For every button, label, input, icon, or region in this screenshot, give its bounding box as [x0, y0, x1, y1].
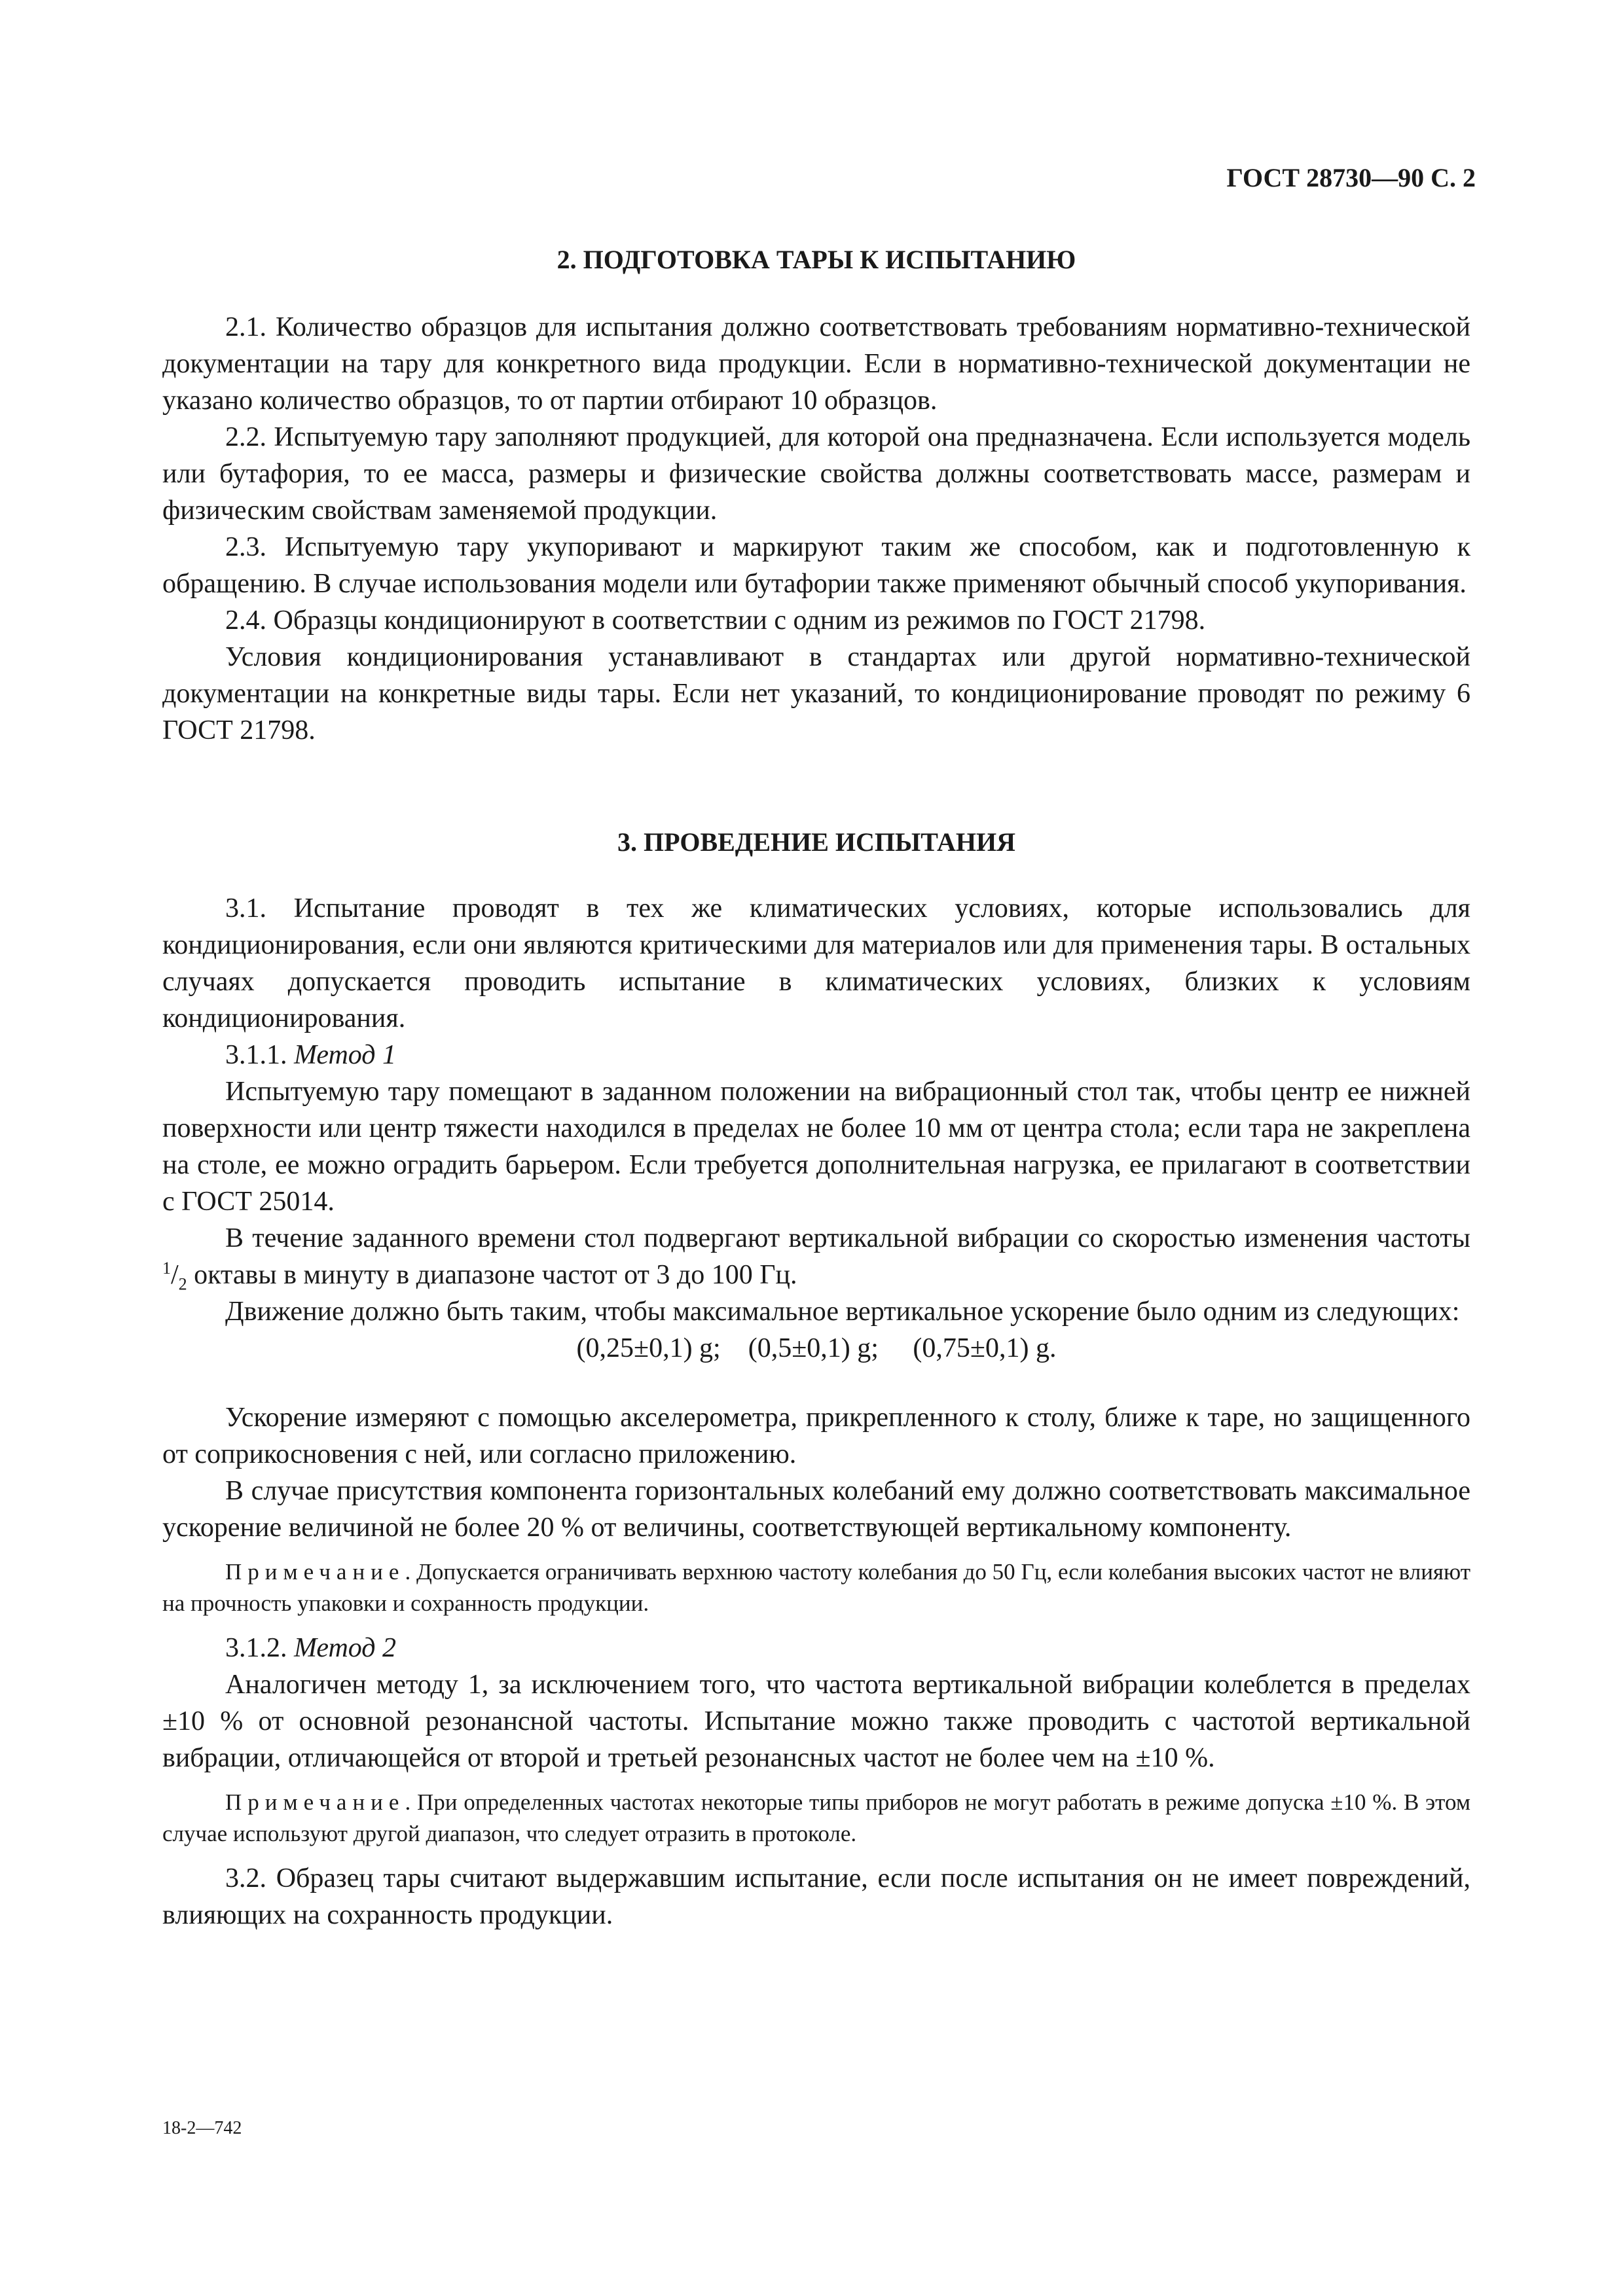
paragraph-2-3: 2.3. Испытуемую тару укупоривают и маркируют таким же способом, как и подготовленную к обращению. В случае использования модели или бутафории также применяют обычный способ укупоривания.	[162, 532, 1470, 599]
paragraph-2-2: 2.2. Испытуемую тару заполняют продукцией, для которой она предназначена. Если используется модель или бутафория, то ее масса, размеры и физические свойства должны соответствовать массе, размерам и физическим свойствам заменяемой продукции.	[162, 422, 1470, 526]
method-2-number: 3.1.2.	[225, 1633, 294, 1663]
section-3-body	[162, 890, 1470, 1933]
paragraph-3-2: 3.2. Образец тары считают выдержавшим испытание, если после испытания он не имеет повреждений, влияющих на сохранность продукции.	[162, 1863, 1470, 1930]
method-1-paragraph-placement: Испытуемую тару помещают в заданном положении на вибрационный стол так, чтобы центр ее нижней поверхности или центр тяжести находился в пределах не более 10 мм от центра стола; если тара не закреплена на столе, ее можно оградить барьером. Если требуется дополнительная нагрузка, ее прилагают в соответствии с ГОСТ 25014.	[162, 1077, 1470, 1217]
note-2	[162, 1787, 1470, 1850]
paragraph-2-4-conditions: Условия кондиционирования устанавливают в стандартах или другой нормативно-технической документации на конкретные виды тары. Если нет указаний, то кондиционирование проводят по режиму 6 ГОСТ 21798.	[162, 642, 1470, 745]
method-1-paragraph-horizontal: В случае присутствия компонента горизонтальных колебаний ему должно соответствовать максимальное ускорение величиной не более 20 % от величины, соответствующей вертикальному компоненту.	[162, 1476, 1470, 1543]
fraction-slash: /	[171, 1260, 179, 1290]
note-2-label: Примечание	[225, 1789, 405, 1815]
fraction-denominator: 2	[178, 1274, 187, 1294]
paragraph-2-4: 2.4. Образцы кондиционируют в соответствии с одним из режимов по ГОСТ 21798.	[225, 605, 1206, 636]
section-2-title: 2. ПОДГОТОВКА ТАРЫ К ИСПЫТАНИЮ	[556, 245, 1076, 274]
method-2-paragraph: Аналогичен методу 1, за исключением того, что частота вертикальной вибрации колеблется в пределах ±10 % от основной резонансной частоты. Испытание можно также проводить с частотой вертикальной вибрации, отличающейся от второй и третьей резонансных частот не более чем на ±10 %.	[162, 1670, 1470, 1773]
note-2-text: . При определенных частотах некоторые типы приборов не могут работать в режиме допуска ±10 %. В этом случае используют другой диапазон, что следует отразить в протоколе.	[162, 1789, 1470, 1846]
paragraph-2-1: 2.1. Количество образцов для испытания должно соответствовать требованиям нормативно-технической документации на тару для конкретного вида продукции. Если в нормативно-технической документации не указано количество образцов, то от партии отбирают 10 образцов.	[162, 312, 1470, 416]
note-1-label: Примечание	[225, 1559, 405, 1585]
fraction-numerator: 1	[162, 1259, 171, 1278]
page-footer-code: 18-2—742	[162, 2118, 242, 2138]
note-1	[162, 1556, 1470, 1619]
method-2-heading	[162, 1630, 1470, 1666]
page-header: ГОСТ 28730—90 С. 2	[1226, 163, 1476, 192]
note-1-text: . Допускается ограничивать верхнюю частоту колебания до 50 Гц, если колебания высоких частот не влияют на прочность упаковки и сохранность продукции.	[162, 1559, 1470, 1616]
section-3-title: 3. ПРОВЕДЕНИЕ ИСПЫТАНИЯ	[617, 827, 1015, 857]
method-1-paragraph-vibration: В течение заданного времени стол подвергают вертикальной вибрации со скоростью изменения частоты $^1/_2$ октавы в минуту в диапазоне частот от 3 до 100 Гц.	[162, 1223, 1470, 1294]
section-2-body	[162, 309, 1470, 749]
acceleration-formula: (0,25±0,1) g; (0,5±0,1) g; (0,75±0,1) g.	[576, 1333, 1057, 1363]
method-1-heading	[162, 1037, 1470, 1073]
method-1-paragraph-movement: Движение должно быть таким, чтобы максимальное вертикальное ускорение было одним из следующих:	[225, 1297, 1460, 1327]
method-1-title: Метод 1	[294, 1040, 397, 1070]
paragraph-3-1: 3.1. Испытание проводят в тех же климатических условиях, которые использовались для кондиционирования, если они являются критическими для материалов или для применения тары. В остальных случаях допускается проводить испытание в климатических условиях, близких к условиям кондиционирования.	[162, 893, 1470, 1033]
method-1-paragraph-accelerometer: Ускорение измеряют с помощью акселерометра, прикрепленного к столу, ближе к таре, но защищенного от соприкосновения с ней, или согласно приложению.	[162, 1403, 1470, 1469]
method-2-title: Метод 2	[294, 1633, 397, 1663]
method-1-number: 3.1.1.	[225, 1040, 294, 1070]
